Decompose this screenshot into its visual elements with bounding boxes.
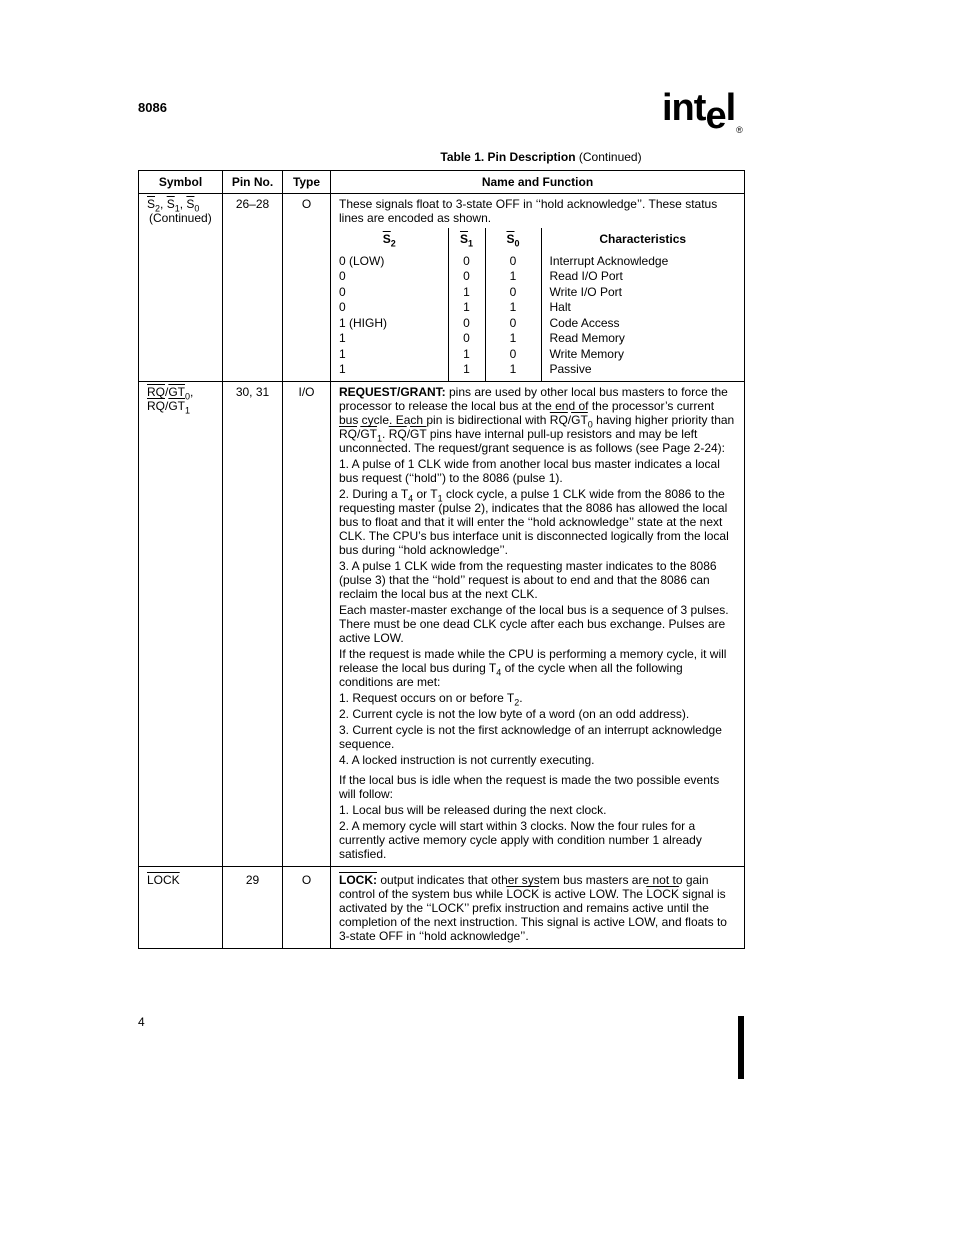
condition-4: 4. A locked instruction is not currently executing. xyxy=(339,752,595,767)
table-row xyxy=(139,381,745,866)
table-title-rest: (Continued) xyxy=(575,150,642,164)
function-cell xyxy=(331,194,745,382)
type-cell: I/O xyxy=(283,381,331,866)
table-row xyxy=(139,194,745,382)
status-subheader xyxy=(331,228,744,251)
characteristics-values: Interrupt Acknowledge Read I/O Port Write I/O Port Halt Code Access Read Memory Write Memory Passive xyxy=(541,251,744,381)
condition-2: 2. Current cycle is not the low byte of a word (on an odd address). xyxy=(339,706,690,721)
intel-logo xyxy=(662,87,742,137)
step-2: 2. During a $T_4$ or $T_1$ clock cycle, a pulse 1 CLK wide from the 8086 to the requesting master (pulse 2), indicates that the 8086 has allowed the local bus to float and that it will enter the ‘‘hold acknowledge’’ state at the next CLK. The CPU’s bus interface unit is disconnected logically from the local bus during ‘‘hold acknowledge’’. xyxy=(339,486,729,557)
condition-3: 3. Current cycle is not the first acknowledge of an interrupt acknowledge sequence. xyxy=(339,722,722,751)
symbol-cell: $\overline{RQ}/\overline{GT}_0$, $\overline{RQ}/\overline{GT}_1$ xyxy=(139,381,223,866)
page-number: 4 xyxy=(138,1015,145,1029)
request-grant-intro: REQUEST/GRANT: pins are used by other local bus masters to force the processor to release the local bus at the end of the processor’s current bus cycle. Each pin is bidirectional with $\overline{RQ}/\overline{GT}_0$ having higher priority than $\overline{RQ}/\overline{GT}_1$. $\overline{RQ}/\overline{GT}$ pins have internal pull-up resistors and may be left unconnected. The request/grant sequence is as follows (see Page 2-24): xyxy=(339,384,735,455)
logo-e: e xyxy=(705,95,726,137)
characteristics-header: Characteristics xyxy=(541,228,744,251)
symbol-cell: LOCK xyxy=(139,866,223,948)
col-symbol: Symbol xyxy=(139,171,223,194)
condition-1: 1. Request occurs on or before $T_2$. xyxy=(339,690,523,707)
part-number: 8086 xyxy=(138,100,167,115)
s2-values: 0 (LOW) 0 0 0 1 (HIGH) 1 1 1 xyxy=(339,253,387,376)
change-bar xyxy=(738,1016,744,1079)
exchange-note: Each master-master exchange of the local bus is a sequence of 3 pulses. There must be one dead CLK cycle after each bus exchange. Pulses are active LOW. xyxy=(339,602,729,645)
memory-cycle-note: If the request is made while the CPU is performing a memory cycle, it will release the local bus during $T_4$ of the cycle when all the following conditions are met: xyxy=(339,646,727,689)
type-cell: O xyxy=(283,194,331,382)
logo-text: int xyxy=(662,87,706,129)
pin-cell: 30, 31 xyxy=(223,381,283,866)
idle-note: If the local bus is idle when the request is made the two possible events will follow: xyxy=(339,772,720,801)
col-name-function: Name and Function xyxy=(331,171,745,194)
pin-cell: 26–28 xyxy=(223,194,283,382)
pin-description-table xyxy=(138,170,745,949)
step-1: 1. A pulse of 1 CLK wide from another local bus master indicates a local bus request (‘‘hold’’) to the 8086 (pulse 1). xyxy=(339,456,720,485)
table-header-row xyxy=(139,171,745,194)
s1-values: 0 0 1 1 0 0 1 1 xyxy=(448,251,485,381)
symbol-note: (Continued) xyxy=(149,211,212,225)
status-encoding-table xyxy=(331,228,744,381)
s0-values: 0 1 0 1 0 1 0 1 xyxy=(485,251,541,381)
table-row xyxy=(139,866,745,948)
function-cell: LOCK: output indicates that other system bus masters are not to gain control of the system bus while LOCK is active LOW. The LOCK signal is activated by the ‘‘LOCK’’ prefix instruction and remains active until the completion of the next instruction. This signal is active LOW, and floats to 3-state OFF in ‘‘hold acknowledge’’. xyxy=(331,866,745,948)
s0-header: $\overline{S}_0$ xyxy=(485,228,541,251)
pin-cell: 29 xyxy=(223,866,283,948)
s1-header: $\overline{S}_1$ xyxy=(448,228,485,251)
registered-mark: ® xyxy=(736,125,742,135)
idle-event-2: 2. A memory cycle will start within 3 clocks. Now the four rules for a currently active memory cycle apply with condition number 1 already satisfied. xyxy=(339,818,702,861)
table-title xyxy=(0,150,954,164)
logo-l: l xyxy=(725,87,736,129)
col-type: Type xyxy=(283,171,331,194)
status-description: These signals float to 3-state OFF in ‘‘hold acknowledge’’. These status lines are encoded as shown. xyxy=(339,197,718,225)
idle-event-1: 1. Local bus will be released during the next clock. xyxy=(339,802,607,817)
s2-header: $\overline{S}_2$ xyxy=(382,232,396,249)
step-3: 3. A pulse 1 CLK wide from the requesting master indicates to the 8086 (pulse 3) that the ‘‘hold’’ request is about to end and that the 8086 can reclaim the local bus at the next CLK. xyxy=(339,558,717,601)
type-cell: O xyxy=(283,866,331,948)
table-title-bold: Table 1. Pin Description xyxy=(440,150,576,164)
symbol-cell: $\overline{S}_2$, $\overline{S}_1$, $\overline{S}_0$ (Continued) xyxy=(139,194,223,382)
status-values xyxy=(331,251,744,381)
col-pin: Pin No. xyxy=(223,171,283,194)
function-cell xyxy=(331,381,745,866)
